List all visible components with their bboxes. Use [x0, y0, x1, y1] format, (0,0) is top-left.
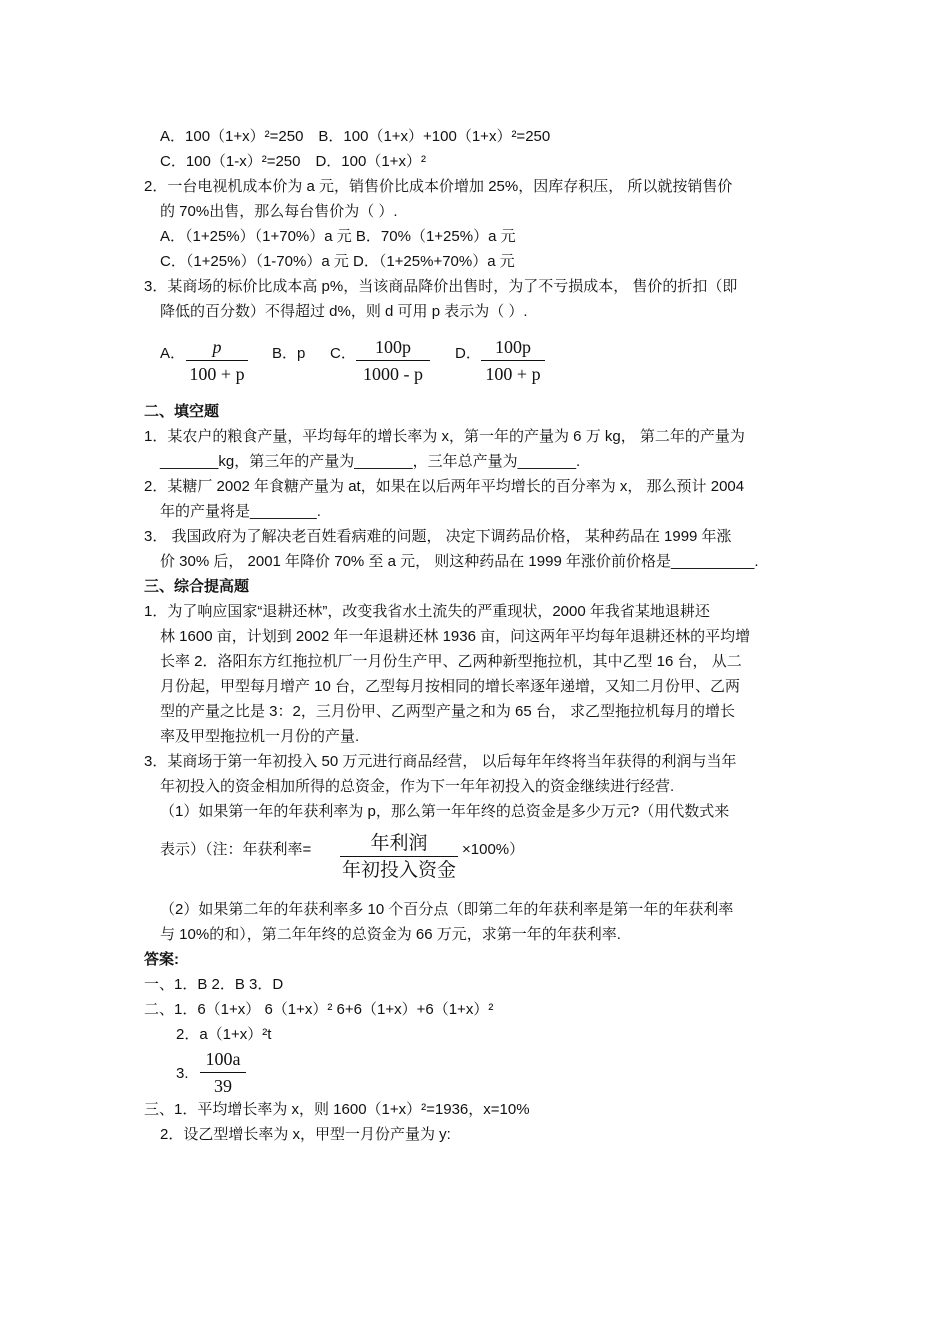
fraction-numerator: 100p — [375, 337, 411, 357]
q2-text-line2: 的 70%出售，那么每台售价为（ ）. — [160, 203, 398, 220]
s2-q3-line2: 价 30% 后， 2001 年降价 70% 至 a 元， 则这种药品在 1999 年涨价前价格是__________. — [160, 553, 759, 570]
q3-option-a-fraction — [186, 334, 248, 387]
answer-line: 3. — [176, 1065, 189, 1082]
q3-option-a-label: A． — [160, 345, 186, 362]
q2-options-line1: A．（1+25%）（1+70%）a 元 B．70%（1+25%）a 元 — [160, 228, 516, 245]
answers-heading: 答案: — [144, 951, 179, 968]
q3-option-d-label: D． — [455, 345, 481, 362]
fraction-numerator: 100a — [205, 1049, 241, 1069]
s3-paragraph-line: 月份起，甲型每月增产 10 台，乙型每月按相同的增长率逐年递增，又知二月份甲、乙两 — [160, 678, 741, 695]
s3-paragraph-line: 年初投入的资金相加所得的总资金，作为下一年年初投入的资金继续进行经营. — [160, 778, 675, 795]
fraction-numerator: 年利润 — [370, 832, 428, 854]
q3-option-d-fraction — [481, 334, 545, 387]
s3-note-text: 表示）（注：年获利率= — [160, 841, 312, 858]
s3-paragraph-line: 与 10%的和），第二年年终的总资金为 66 万元，求第一年的年获利率. — [160, 926, 621, 943]
s3-paragraph-line: 长率 2．洛阳东方红拖拉机厂一月份生产甲、乙两种新型拖拉机，其中乙型 16 台， 从二 — [160, 653, 742, 670]
s3-paragraph-line: 3．某商场于第一年初投入 50 万元进行商品经营， 以后每年年终将当年获得的利润与当年 — [144, 753, 737, 770]
s3-paragraph-line: 型的产量之比是 3：2，三月份甲、乙两型产量之和为 65 台， 求乙型拖拉机每月的增长 — [160, 703, 736, 720]
s3-paragraph-line: 林 1600 亩，计划到 2002 年一年退耕还林 1936 亩，问这两年平均每年退耕还林的平均增 — [160, 628, 751, 645]
section-heading-fill-blank: 二、填空题 — [144, 403, 220, 420]
q3-text-line1: 3．某商场的标价比成本高 p%，当该商品降价出售时，为了不亏损成本， 售价的折扣（即 — [144, 278, 738, 295]
profit-rate-fraction — [340, 830, 458, 883]
fraction-denominator: 年初投入资金 — [341, 859, 456, 881]
fraction-numerator: 100p — [495, 337, 531, 357]
s3-paragraph-line: 1．为了响应国家“退耕还林”，改变我省水土流失的严重现状，2000 年我省某地退耕还 — [144, 603, 710, 620]
s3-note-tail: ×100%） — [462, 841, 525, 858]
s2-q2-line2: 年的产量将是________. — [160, 503, 321, 520]
s2-q1-line1: 1．某农户的粮食产量，平均每年的增长率为 x，第一年的产量为 6 万 kg， 第二年的产量为 — [144, 428, 745, 445]
q2-text-line1: 2．一台电视机成本价为 a 元，销售价比成本价增加 25%，因库存积压， 所以就按销售价 — [144, 178, 733, 195]
answer-line: 2．设乙型增长率为 x，甲型一月份产量为 y: — [160, 1126, 451, 1143]
q3-option-b: B．p — [272, 345, 306, 362]
q3-option-c-label: C． — [330, 345, 356, 362]
answer-line: 三、1．平均增长率为 x，则 1600（1+x）²=1936，x=10% — [144, 1101, 530, 1118]
fraction-denominator: 100 + p — [485, 364, 541, 384]
s2-q2-line1: 2．某糖厂 2002 年食糖产量为 at，如果在以后两年平均增长的百分率为 x， 那么预计 2004 — [144, 478, 745, 495]
s2-q1-line2: _______kg，第三年的产量为_______，三年总产量为_______. — [160, 453, 581, 470]
fraction-denominator: 1000 - p — [363, 364, 423, 384]
fraction-numerator: p — [212, 337, 222, 357]
q2-options-line2: C．（1+25%）（1-70%）a 元 D．（1+25%+70%）a 元 — [160, 253, 515, 270]
q3-text-line2: 降低的百分数）不得超过 d%，则 d 可用 p 表示为（ ）. — [160, 303, 528, 320]
answer-line: 2．a（1+x）²t — [176, 1026, 272, 1043]
s3-paragraph-line: 率及甲型拖拉机一月份的产量. — [160, 728, 360, 745]
s2-q3-line1: 3． 我国政府为了解决老百姓看病难的问题， 决定下调药品价格， 某种药品在 1999 年涨 — [144, 528, 732, 545]
fraction-denominator: 39 — [214, 1076, 232, 1096]
answer-fraction — [200, 1046, 246, 1099]
s3-paragraph-line: （2）如果第二年的年获利率多 10 个百分点（即第二年的年获利率是第一年的年获利率 — [160, 901, 734, 918]
q3-option-c-fraction — [356, 334, 430, 387]
answer-line: 二、1．6（1+x） 6（1+x）² 6+6（1+x）+6（1+x）² — [144, 1001, 494, 1018]
answer-line: 一、1．B 2．B 3．D — [144, 976, 284, 993]
fraction-denominator: 100 + p — [189, 364, 245, 384]
s3-paragraph-line: （1）如果第一年的年获利率为 p，那么第一年年终的总资金是多少万元?（用代数式来 — [160, 803, 730, 820]
q1-options-line1: A．100（1+x）²=250 B．100（1+x）+100（1+x）²=250 — [160, 128, 551, 145]
q1-options-line2: C．100（1-x）²=250 D．100（1+x）² — [160, 153, 426, 170]
section-heading-advanced: 三、综合提高题 — [144, 578, 250, 595]
